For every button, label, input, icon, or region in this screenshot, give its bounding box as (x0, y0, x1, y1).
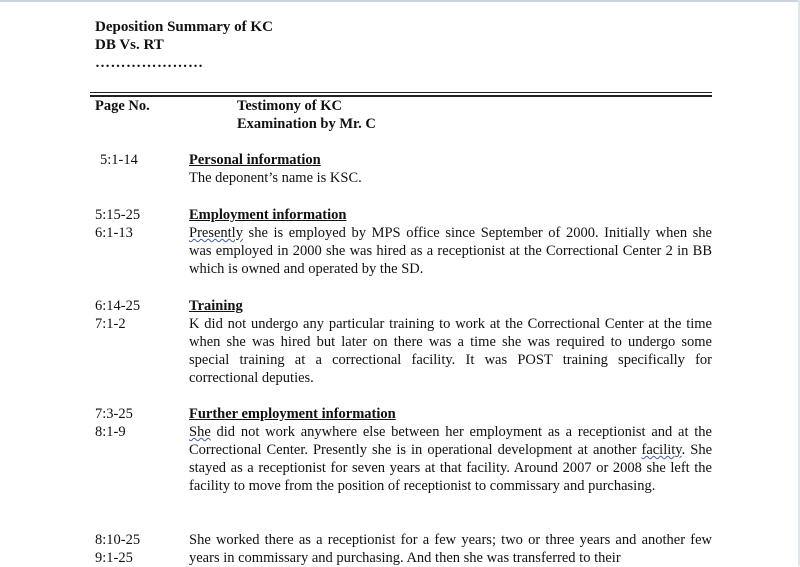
page-ref: 7:1-2 (95, 316, 126, 332)
page-references (95, 206, 140, 242)
page-ref: 5:15-25 (95, 207, 141, 223)
entry-heading: Training (189, 298, 243, 314)
document-title: Deposition Summary of KC (95, 19, 273, 35)
page-references (100, 151, 138, 169)
column-header-examination: Examination by Mr. C (237, 116, 376, 132)
entry-text: The deponent’s name is KSC. (189, 170, 362, 186)
entry-content (189, 531, 712, 567)
header-rule-thick (90, 95, 712, 97)
entry-content (189, 151, 712, 187)
column-header-testimony: Testimony of KC (237, 98, 342, 114)
dotted-separator: ………………… (95, 55, 204, 71)
entry-heading: Personal information (189, 152, 321, 168)
spellcheck-word: She (189, 424, 211, 440)
entry-text: Presently she is employed by MPS office since September of 2000. Initially when she was employed in 2000 she was hired as a receptionist at the Correctional Center 2 in BB which is owned and operated by the SD. (189, 225, 712, 277)
page-ref: 7:3-25 (95, 406, 133, 422)
entry-text: She worked there as a receptionist for a few years; two or three years and another few years in commissary and purchasing. And then she was transferred to their (189, 532, 712, 566)
entry-content (189, 297, 712, 387)
page-references (95, 405, 133, 441)
spellcheck-word: Presently (189, 225, 243, 241)
entry-heading: Further employment information (189, 406, 396, 422)
page-ref: 6:1-13 (95, 225, 133, 241)
entry-text: K did not undergo any particular training to work at the Correctional Center at the time when she was hired but later on there was a time she was required to undergo some special training at a correctional facility. It was POST training specifically for correctional deputies. (189, 316, 712, 386)
page-ref: 5:1-14 (100, 152, 138, 168)
page-ref: 6:14-25 (95, 298, 141, 314)
page-references (95, 297, 140, 333)
entry-text: She did not work anywhere else between her employment as a receptionist and at the Correctional Center. Presently she is in operational development at another facility. She stayed as a receptionist for seven years at that facility. Around 2007 or 2008 she left the facility to move from the position of receptionist to commissary and purchasing. (189, 424, 713, 494)
page-ref: 8:1-9 (95, 424, 126, 440)
page-references (95, 531, 140, 567)
entry-heading: Employment information (189, 207, 347, 223)
column-header-page-no: Page No. (95, 98, 150, 114)
case-name: DB Vs. RT (95, 37, 164, 53)
page-ref: 9:1-25 (95, 550, 133, 566)
header-rule-thin (90, 92, 712, 93)
entry-content (189, 206, 712, 278)
page-ref: 8:10-25 (95, 532, 141, 548)
entry-content (189, 405, 712, 495)
spellcheck-word: facility (641, 442, 682, 458)
